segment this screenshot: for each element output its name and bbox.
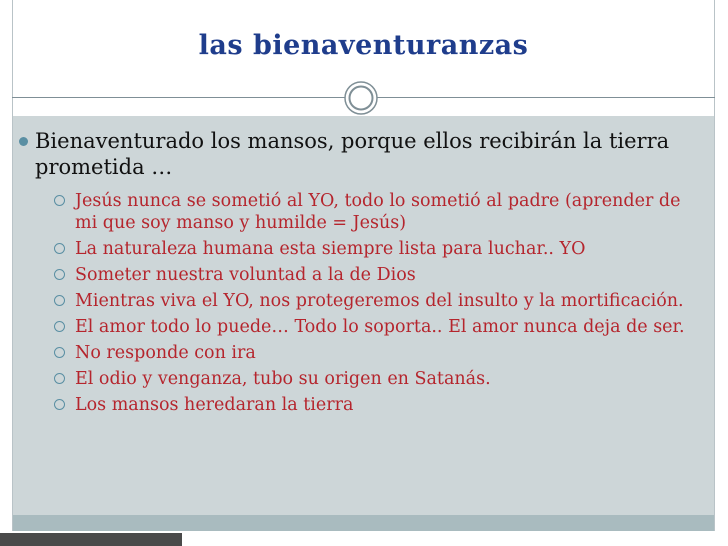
double-circle-icon: [344, 81, 378, 115]
sub-bullet-text: No responde con ira: [75, 343, 256, 363]
footer-bar: [0, 533, 182, 546]
filled-circle-icon: [19, 137, 28, 146]
ring-icon: [54, 243, 65, 254]
sub-bullet: [54, 238, 694, 260]
sub-bullet-text: El amor todo lo puede… Todo lo soporta.. El amor nunca deja de ser.: [75, 317, 685, 337]
ring-icon: [54, 347, 65, 358]
sub-bullet: [54, 264, 694, 286]
sub-bullet: [54, 316, 694, 338]
main-bullet-text: Bienaventurado los mansos, porque ellos recibirán la tierra prometida …: [35, 129, 670, 179]
ring-icon: [54, 399, 65, 410]
ring-icon: [54, 295, 65, 306]
sub-bullet: [54, 290, 694, 312]
sub-bullet-text: El odio y venganza, tubo su origen en Satanás.: [75, 369, 491, 389]
sub-bullet: [54, 368, 694, 390]
sub-bullet: [54, 394, 694, 416]
footer-band: [13, 515, 714, 531]
ring-icon: [54, 269, 65, 280]
sub-bullet-text: Mientras viva el YO, nos protegeremos del insulto y la mortificación.: [75, 291, 684, 311]
sub-bullet-text: Someter nuestra voluntad a la de Dios: [75, 265, 416, 285]
sub-bullet-list: [54, 190, 694, 420]
slide-title: las bienaventuranzas: [198, 30, 529, 61]
ring-icon: [54, 373, 65, 384]
sub-bullet: [54, 342, 694, 364]
sub-bullet-text: La naturaleza humana esta siempre lista para luchar.. YO: [75, 239, 586, 259]
ring-icon: [54, 321, 65, 332]
main-bullet: [19, 128, 699, 180]
sub-bullet-text: Los mansos heredaran la tierra: [75, 395, 354, 415]
sub-bullet: [54, 190, 694, 234]
ring-icon: [54, 195, 65, 206]
sub-bullet-text: Jesús nunca se sometió al YO, todo lo sometió al padre (aprender de mi que soy manso y humilde = Jesús): [75, 191, 681, 233]
